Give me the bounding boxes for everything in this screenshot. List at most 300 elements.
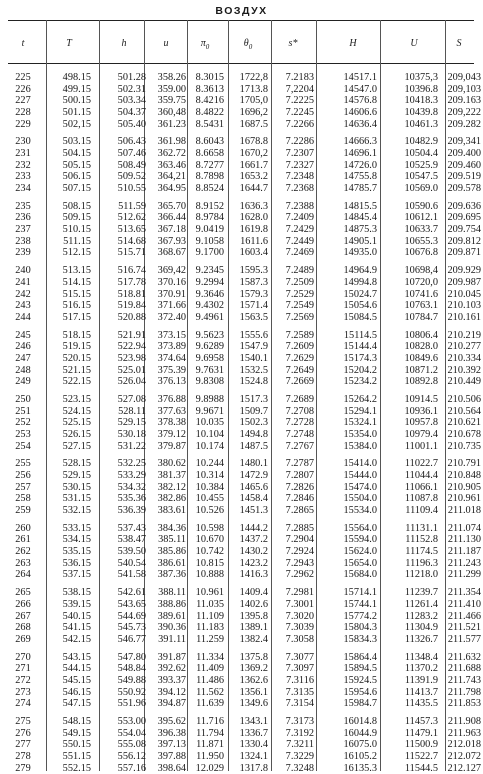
- table-cell-U: 10763.1: [404, 300, 438, 312]
- table-cell-pi: 10.670: [195, 534, 224, 546]
- table-cell-S: 211.632: [447, 651, 481, 663]
- table-cell-h: 542.61: [117, 587, 146, 599]
- table-cell-u: 391.87: [157, 651, 186, 663]
- table-cell-s: 7.2767: [285, 440, 314, 452]
- table-cell-H: 15594.0: [343, 534, 377, 546]
- table-cell-s: 7.2368: [285, 183, 314, 194]
- table-cell-t: 241: [15, 276, 31, 288]
- column-header-pi: [185, 38, 225, 51]
- table-cell-theta: 1437.2: [239, 534, 268, 546]
- table-cell-T: 513.15: [62, 265, 91, 277]
- table-cell-u: 388.86: [157, 598, 186, 610]
- table-cell-U: 11109.4: [405, 505, 438, 516]
- table-cell-pi: 11.716: [196, 716, 224, 727]
- table-cell-h: 529.15: [117, 417, 146, 429]
- table-cell-s: 7.2549: [285, 300, 314, 312]
- table-cell-U: 10698,4: [404, 265, 438, 277]
- table-cell-U: 11348.4: [404, 651, 438, 663]
- table-cell-S: 211.243: [447, 557, 481, 569]
- table-cell-U: 10418.3: [404, 95, 438, 107]
- table-cell-S: 210.392: [447, 364, 481, 376]
- table-cell-u: 385.86: [157, 546, 186, 558]
- table-cell-T: 538.15: [62, 587, 91, 599]
- table-cell-u: 391.11: [158, 633, 186, 645]
- table-cell-pi: 9.8308: [195, 376, 224, 388]
- table-cell-h: 550.92: [117, 686, 146, 698]
- table-cell-t: 260: [15, 522, 31, 534]
- header-rule: [8, 63, 474, 64]
- table-cell-theta: 1362.6: [239, 674, 268, 686]
- table-cell-t: 251: [15, 405, 31, 417]
- table-cell-pi: 10.455: [195, 493, 224, 505]
- table-cell-H: 14845.4: [343, 212, 377, 224]
- table-cell-T: 537.15: [62, 569, 91, 581]
- table-cell-H: 14547.0: [343, 83, 377, 95]
- table-cell-s: 7.3039: [285, 622, 314, 634]
- table-cell-h: 506.43: [117, 136, 146, 148]
- table-cell-U: 11022.7: [404, 458, 438, 470]
- table-cell-U: 10461.3: [404, 118, 438, 130]
- table-cell-T: 501.15: [62, 106, 91, 118]
- table-cell-u: 379.87: [157, 440, 186, 452]
- table-cell-pi: 11.183: [196, 622, 224, 634]
- table-cell-u: 370.16: [157, 276, 186, 288]
- table-cell-theta: 1317.8: [239, 762, 268, 774]
- table-cell-u: 394.87: [157, 698, 186, 710]
- table-cell-H: 15984.7: [343, 698, 377, 710]
- table-cell-s: 7.2589: [285, 329, 314, 341]
- table-cell-S: 211.466: [447, 610, 481, 622]
- table-cell-s: 7.2449: [285, 235, 314, 247]
- table-cell-s: 7.2327: [285, 159, 314, 171]
- table-cell-s: 7.2266: [285, 118, 314, 130]
- table-cell-u: 367.18: [157, 224, 186, 236]
- table-cell-h: 514.68: [117, 235, 146, 247]
- table-cell-T: 526.15: [62, 428, 91, 440]
- table-cell-theta: 1532.5: [239, 364, 268, 376]
- table-cell-H: 15744.1: [343, 598, 377, 610]
- top-rule: [8, 20, 474, 21]
- table-cell-U: 10806.4: [404, 329, 438, 341]
- table-cell-u: 377.63: [157, 405, 186, 417]
- table-cell-h: 543.65: [117, 598, 146, 610]
- table-cell-T: 512.15: [62, 247, 91, 259]
- table-cell-T: 544.15: [62, 663, 91, 675]
- table-cell-S: 209.578: [447, 183, 481, 194]
- table-cell-U: 10720,0: [404, 276, 438, 288]
- table-cell-pi: 9.6958: [195, 352, 224, 364]
- table-cell-T: 519.15: [62, 341, 91, 353]
- table-cell-T: 509.15: [62, 212, 91, 224]
- table-cell-U: 10979.4: [404, 428, 438, 440]
- table-cell-H: 14576.8: [343, 95, 377, 107]
- table-cell-T: 550.15: [62, 739, 91, 751]
- table-cell-theta: 1395.8: [239, 610, 268, 622]
- table-cell-h: 518.81: [117, 288, 146, 300]
- table-cell-h: 544.69: [117, 610, 146, 622]
- table-cell-u: 369,42: [157, 265, 186, 277]
- table-cell-U: 11370.2: [404, 663, 438, 675]
- table-cell-pi: 8.7898: [195, 171, 224, 183]
- table-cell-u: 394.12: [157, 686, 186, 698]
- table-cell-theta: 1369.2: [239, 663, 268, 675]
- table-cell-pi: 10.035: [195, 417, 224, 429]
- table-cell-h: 527.08: [117, 394, 146, 405]
- table-cell-theta: 1356.1: [239, 686, 268, 698]
- table-cell-s: 7.2649: [285, 364, 314, 376]
- table-cell-h: 517.78: [117, 276, 146, 288]
- table-cell-theta: 1382.4: [239, 633, 268, 645]
- table-cell-t: 277: [15, 739, 31, 751]
- table-cell-t: 248: [15, 364, 31, 376]
- table-cell-theta: 1423.2: [239, 557, 268, 569]
- table-cell-U: 11283.2: [404, 610, 438, 622]
- table-cell-S: 209.987: [447, 276, 481, 288]
- table-cell-pi: 8.4216: [195, 95, 224, 107]
- table-cell-theta: 1603.4: [239, 247, 268, 259]
- column-header-symbol: θ: [243, 38, 249, 49]
- table-cell-theta: 1324.1: [239, 750, 268, 762]
- table-cell-S: 211.410: [447, 598, 481, 610]
- table-cell-T: 520.15: [62, 352, 91, 364]
- table-cell-t: 255: [15, 458, 31, 470]
- column-divider: [99, 20, 100, 771]
- table-cell-s: 7.2307: [285, 148, 314, 160]
- table-cell-pi: 11.035: [196, 598, 224, 610]
- table-cell-S: 209,043: [447, 72, 481, 83]
- table-cell-u: 364,21: [157, 171, 186, 183]
- table-cell-s: 7.2183: [285, 72, 314, 83]
- table-cell-theta: 1517.3: [239, 394, 268, 405]
- table-cell-H: 14666.3: [343, 136, 377, 148]
- table-cell-S: 209.636: [447, 200, 481, 212]
- table-cell-T: 514.15: [62, 276, 91, 288]
- table-cell-h: 504.37: [117, 106, 146, 118]
- table-cell-t: 232: [15, 159, 31, 171]
- table-cell-u: 361.23: [157, 118, 186, 130]
- column-divider: [380, 20, 381, 771]
- table-cell-s: 7,2204: [285, 83, 314, 95]
- table-cell-u: 373.89: [157, 341, 186, 353]
- table-cell-pi: 8.8524: [195, 183, 224, 194]
- table-cell-s: 7.2225: [285, 95, 314, 107]
- table-cell-pi: 10.104: [195, 428, 224, 440]
- table-cell-h: 549.88: [117, 674, 146, 686]
- table-cell-u: 361.98: [157, 136, 186, 148]
- table-cell-t: 242: [15, 288, 31, 300]
- table-cell-t: 253: [15, 428, 31, 440]
- column-divider: [316, 20, 317, 771]
- table-cell-U: 11522.7: [404, 750, 438, 762]
- table-cell-t: 263: [15, 557, 31, 569]
- table-cell-u: 371.66: [157, 300, 186, 312]
- table-cell-s: 7.2469: [285, 247, 314, 259]
- table-cell-u: 387.36: [157, 569, 186, 581]
- table-cell-U: 10892.8: [404, 376, 438, 388]
- table-cell-S: 210.334: [447, 352, 481, 364]
- table-cell-S: 211.018: [447, 505, 481, 516]
- table-cell-u: 367.93: [157, 235, 186, 247]
- table-cell-S: 210.045: [447, 288, 481, 300]
- table-cell-h: 534.32: [117, 481, 146, 493]
- table-cell-U: 11479.1: [404, 727, 438, 739]
- table-cell-s: 7.3173: [285, 716, 314, 727]
- table-cell-u: 390.36: [157, 622, 186, 634]
- table-cell-s: 7.3229: [285, 750, 314, 762]
- table-cell-pi: 11.109: [196, 610, 224, 622]
- table-cell-theta: 1416.3: [239, 569, 268, 581]
- table-cell-pi: 8.3015: [195, 72, 224, 83]
- table-cell-pi: 10.961: [195, 587, 224, 599]
- table-cell-u: 381.37: [157, 470, 186, 482]
- table-cell-h: 512.62: [117, 212, 146, 224]
- table-cell-S: 211.299: [447, 569, 481, 581]
- table-cell-T: 524.15: [62, 405, 91, 417]
- table-cell-S: 212.018: [447, 739, 481, 751]
- table-cell-U: 10936.1: [404, 405, 438, 417]
- table-cell-H: 14517.1: [343, 72, 377, 83]
- table-cell-h: 501.28: [117, 72, 146, 83]
- table-cell-S: 211.354: [447, 587, 481, 599]
- table-cell-pi: 9.4961: [195, 311, 224, 323]
- table-cell-h: 526.04: [117, 376, 146, 388]
- table-cell-H: 14696.1: [343, 148, 377, 160]
- table-title: ВОЗДУХ: [215, 5, 268, 17]
- table-cell-h: 539.50: [117, 546, 146, 558]
- table-cell-h: 555.08: [117, 739, 146, 751]
- table-cell-T: 517.15: [62, 311, 91, 323]
- table-cell-s: 7.2245: [285, 106, 314, 118]
- table-cell-H: 15534.0: [343, 505, 377, 516]
- table-cell-t: 243: [15, 300, 31, 312]
- table-cell-u: 382.86: [157, 493, 186, 505]
- table-cell-h: 509.52: [117, 171, 146, 183]
- column-header-subscript: 0: [205, 43, 210, 51]
- table-cell-S: 211.130: [447, 534, 481, 546]
- table-cell-u: 397.13: [157, 739, 186, 751]
- table-cell-T: 516.15: [62, 300, 91, 312]
- table-cell-T: 548.15: [62, 716, 91, 727]
- table-cell-s: 7.2807: [285, 470, 314, 482]
- table-cell-pi: 12.029: [195, 762, 224, 774]
- table-cell-T: 541.15: [62, 622, 91, 634]
- table-cell-u: 378.38: [157, 417, 186, 429]
- table-cell-theta: 1563.5: [239, 311, 268, 323]
- table-cell-U: 10914.5: [404, 394, 438, 405]
- table-cell-T: 545.15: [62, 674, 91, 686]
- table-cell-T: 506.15: [62, 171, 91, 183]
- table-cell-U: 10569.0: [404, 183, 438, 194]
- table-cell-U: 11391.9: [404, 674, 438, 686]
- table-cell-theta: 1330.4: [239, 739, 268, 751]
- table-cell-h: 515.71: [117, 247, 146, 259]
- table-cell-h: 551.96: [117, 698, 146, 710]
- table-cell-H: 14606.6: [343, 106, 377, 118]
- table-cell-T: 510.15: [62, 224, 91, 236]
- table-cell-h: 537.43: [117, 522, 146, 534]
- table-cell-theta: 1619.8: [239, 224, 268, 236]
- table-cell-H: 15684.0: [343, 569, 377, 581]
- table-cell-u: 358.26: [157, 72, 186, 83]
- table-cell-U: 10482.9: [404, 136, 438, 148]
- table-cell-t: 272: [15, 674, 31, 686]
- table-cell-theta: 1595.3: [239, 265, 268, 277]
- table-cell-theta: 1465.6: [239, 481, 268, 493]
- table-cell-U: 11457.3: [404, 716, 438, 727]
- table-cell-U: 11087.8: [404, 493, 438, 505]
- table-cell-H: 15444.0: [343, 470, 377, 482]
- table-cell-S: 209.812: [447, 235, 481, 247]
- table-cell-T: 536.15: [62, 557, 91, 569]
- table-cell-pi: 8.6658: [195, 148, 224, 160]
- table-cell-s: 7.2669: [285, 376, 314, 388]
- table-cell-H: 15954.6: [343, 686, 377, 698]
- table-cell-T: 521.15: [62, 364, 91, 376]
- table-cell-T: 552.15: [62, 762, 91, 774]
- table-cell-u: 389.61: [157, 610, 186, 622]
- column-header-subscript: 0: [248, 43, 253, 51]
- table-cell-T: 549.15: [62, 727, 91, 739]
- table-cell-theta: 1579.3: [239, 288, 268, 300]
- table-cell-S: 209.929: [447, 265, 481, 277]
- column-header-T: [49, 38, 89, 49]
- table-cell-h: 547.80: [117, 651, 146, 663]
- table-cell-T: 543.15: [62, 651, 91, 663]
- table-cell-pi: 11.334: [196, 651, 224, 663]
- table-cell-T: 505.15: [62, 159, 91, 171]
- table-cell-u: 376.88: [157, 394, 186, 405]
- table-cell-H: 16014.8: [343, 716, 377, 727]
- table-cell-s: 7.3135: [285, 686, 314, 698]
- table-cell-T: 535.15: [62, 546, 91, 558]
- table-cell-H: 15084.5: [343, 311, 377, 323]
- table-cell-u: 364.95: [157, 183, 186, 194]
- table-cell-theta: 1653.2: [239, 171, 268, 183]
- table-cell-S: 210.735: [447, 440, 481, 452]
- table-cell-s: 7.2388: [285, 200, 314, 212]
- table-cell-S: 210.449: [447, 376, 481, 388]
- table-cell-h: 535.36: [117, 493, 146, 505]
- table-cell-s: 7.2708: [285, 405, 314, 417]
- table-cell-T: 546.15: [62, 686, 91, 698]
- table-cell-pi: 9.9671: [195, 405, 224, 417]
- table-cell-pi: 8.9152: [195, 200, 224, 212]
- table-cell-h: 521.91: [117, 329, 146, 341]
- table-cell-H: 15414.0: [343, 458, 377, 470]
- table-cell-U: 11500.9: [404, 739, 438, 751]
- table-cell-s: 7.3192: [285, 727, 314, 739]
- table-cell-T: 522.15: [62, 376, 91, 388]
- table-cell-pi: 9.5623: [195, 329, 224, 341]
- table-cell-pi: 9.0419: [195, 224, 224, 236]
- table-cell-h: 532.25: [117, 458, 146, 470]
- table-cell-h: 553.00: [117, 716, 146, 727]
- table-cell-U: 11218.0: [404, 569, 438, 581]
- table-cell-H: 15504.0: [343, 493, 377, 505]
- table-cell-theta: 1458.4: [239, 493, 268, 505]
- table-cell-theta: 1336.7: [239, 727, 268, 739]
- table-cell-pi: 11.871: [196, 739, 224, 751]
- table-cell-u: 375.39: [157, 364, 186, 376]
- table-cell-u: 392.62: [157, 663, 186, 675]
- table-cell-h: 554.04: [117, 727, 146, 739]
- table-cell-theta: 1375.8: [239, 651, 268, 663]
- table-cell-H: 14636.4: [343, 118, 377, 130]
- table-cell-U: 10547.5: [404, 171, 438, 183]
- table-cell-theta: 1524.8: [239, 376, 268, 388]
- table-cell-h: 557.16: [117, 762, 146, 774]
- table-cell-t: 256: [15, 470, 31, 482]
- table-cell-t: 234: [15, 183, 31, 194]
- table-cell-u: 384.36: [157, 522, 186, 534]
- table-cell-s: 7.2885: [285, 522, 314, 534]
- table-cell-theta: 1670,2: [239, 148, 268, 160]
- table-cell-H: 14875.3: [343, 224, 377, 236]
- table-cell-T: 542.15: [62, 633, 91, 645]
- column-header-U: [394, 38, 434, 49]
- table-cell-u: 363.46: [157, 159, 186, 171]
- table-cell-U: 10375,3: [404, 72, 438, 83]
- table-cell-U: 11239.7: [404, 587, 438, 599]
- table-cell-H: 14994.8: [343, 276, 377, 288]
- table-cell-theta: 1628.0: [239, 212, 268, 224]
- table-cell-u: 368.67: [157, 247, 186, 259]
- table-cell-H: 15324.1: [343, 417, 377, 429]
- table-cell-U: 11131.1: [405, 522, 438, 534]
- table-cell-t: 266: [15, 598, 31, 610]
- table-cell-S: 211.521: [447, 622, 481, 634]
- table-cell-s: 7.2826: [285, 481, 314, 493]
- table-cell-S: 209,103: [447, 83, 481, 95]
- table-cell-theta: 1555.6: [239, 329, 268, 341]
- table-cell-S: 211.908: [447, 716, 481, 727]
- table-cell-t: 240: [15, 265, 31, 277]
- table-cell-U: 10439.8: [404, 106, 438, 118]
- table-cell-U: 11044.4: [404, 470, 438, 482]
- table-cell-H: 16105.2: [343, 750, 377, 762]
- table-cell-pi: 9.6289: [195, 341, 224, 353]
- table-cell-h: 525.01: [117, 364, 146, 376]
- table-cell-H: 15264.2: [343, 394, 377, 405]
- table-cell-S: 209.163: [447, 95, 481, 107]
- table-cell-s: 7.2748: [285, 428, 314, 440]
- table-cell-s: 7.2529: [285, 288, 314, 300]
- table-cell-U: 10612.1: [404, 212, 438, 224]
- table-cell-U: 11261.4: [404, 598, 438, 610]
- table-cell-theta: 1343.1: [239, 716, 268, 727]
- table-cell-t: 228: [15, 106, 31, 118]
- table-cell-pi: 10.742: [195, 546, 224, 558]
- table-cell-S: 209.519: [447, 171, 481, 183]
- table-cell-theta: 1509.7: [239, 405, 268, 417]
- table-cell-T: 540.15: [62, 610, 91, 622]
- table-cell-t: 271: [15, 663, 31, 675]
- table-cell-U: 10590.6: [404, 200, 438, 212]
- table-cell-S: 210.678: [447, 428, 481, 440]
- table-cell-T: 508.15: [62, 200, 91, 212]
- table-cell-t: 275: [15, 716, 31, 727]
- table-cell-pi: 10.598: [195, 522, 224, 534]
- table-cell-S: 209.695: [447, 212, 481, 224]
- table-cell-U: 11544.5: [404, 762, 438, 774]
- table-cell-T: 539.15: [62, 598, 91, 610]
- table-cell-theta: 1661.7: [239, 159, 268, 171]
- table-cell-s: 7.2569: [285, 311, 314, 323]
- table-cell-t: 273: [15, 686, 31, 698]
- table-cell-S: 210.103: [447, 300, 481, 312]
- table-cell-u: 374.64: [157, 352, 186, 364]
- table-cell-h: 519.84: [117, 300, 146, 312]
